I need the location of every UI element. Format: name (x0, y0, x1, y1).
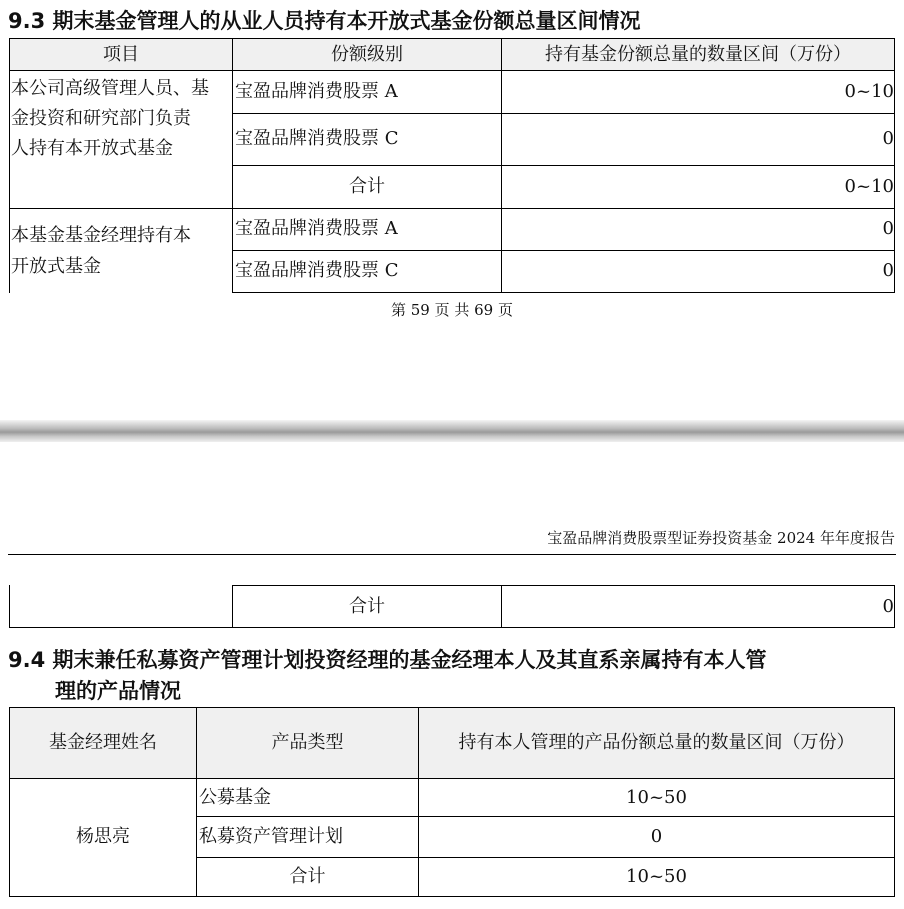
group-label-manager: 开放式基金 (11, 256, 101, 277)
section-9-4-title-continued: 理的产品情况 (55, 679, 181, 703)
share-class-cell: 宝盈品牌消费股票 C (235, 128, 399, 149)
group-rule (9, 208, 895, 209)
row-rule (233, 165, 895, 166)
table-header-rule (9, 778, 895, 779)
holding-range-cell: 0 (882, 596, 894, 617)
header-holding-range: 持有基金份额总量的数量区间（万份） (545, 44, 851, 65)
row-rule (233, 250, 895, 251)
holding-range-cell: 0 (882, 218, 894, 239)
page-break-separator (0, 420, 904, 442)
share-class-cell: 宝盈品牌消费股票 A (235, 81, 398, 102)
section-9-4-title: 9.4 期末兼任私募资产管理计划投资经理的基金经理本人及其直系亲属持有本人管 (8, 648, 767, 672)
table-border-bottom (9, 896, 895, 897)
row-rule (233, 113, 895, 114)
product-type-cell: 公募基金 (199, 787, 271, 808)
row-rule (197, 857, 895, 858)
header-holding-range: 持有本人管理的产品份额总量的数量区间（万份） (458, 732, 855, 753)
table-border-bottom (9, 627, 895, 628)
section-9-3-title: 9.3 期末基金管理人的从业人员持有本开放式基金份额总量区间情况 (8, 9, 641, 33)
page-number: 第 59 页 共 69 页 (390, 301, 513, 319)
group-label-staff: 人持有本开放式基金 (11, 138, 173, 159)
holding-range-cell: 0~10 (844, 81, 894, 102)
subtotal-label: 合计 (349, 596, 385, 617)
column-rule (232, 38, 233, 293)
group-label-manager: 本基金基金经理持有本 (11, 225, 191, 246)
header-manager-name: 基金经理姓名 (49, 732, 157, 753)
holding-range-cell: 10~50 (626, 866, 687, 887)
group-label-staff: 金投资和研究部门负责 (11, 108, 191, 129)
header-product-type: 产品类型 (271, 732, 344, 753)
holding-range-cell: 0 (882, 260, 894, 281)
table-border-right (894, 585, 895, 628)
manager-name-cell: 杨思亮 (76, 826, 130, 847)
share-class-cell: 宝盈品牌消费股票 A (235, 218, 398, 239)
running-header: 宝盈品牌消费股票型证券投资基金 2024 年年度报告 (547, 529, 895, 547)
running-header-rule (8, 554, 896, 555)
table-border-right (894, 707, 895, 897)
table-border-left (9, 585, 10, 628)
table-header-rule (9, 70, 895, 71)
table-border-top (9, 707, 895, 708)
table-border-top (9, 38, 895, 39)
holding-range-cell: 0 (882, 128, 894, 149)
product-type-cell: 私募资产管理计划 (199, 826, 343, 847)
subtotal-label: 合计 (289, 866, 326, 887)
row-rule (197, 816, 895, 817)
table-bottom-rule (233, 292, 895, 293)
table-border-top (233, 585, 895, 586)
holding-range-cell: 10~50 (626, 787, 687, 808)
header-item: 项目 (103, 44, 139, 65)
table-border-left (9, 38, 10, 293)
share-class-cell: 宝盈品牌消费股票 C (235, 260, 399, 281)
group-label-staff: 本公司高级管理人员、基 (11, 78, 209, 99)
holding-range-cell: 0 (650, 826, 663, 847)
header-share-class: 份额级别 (331, 44, 403, 65)
subtotal-label: 合计 (349, 176, 385, 197)
holding-range-cell: 0~10 (844, 176, 894, 197)
table-border-right (894, 38, 895, 293)
